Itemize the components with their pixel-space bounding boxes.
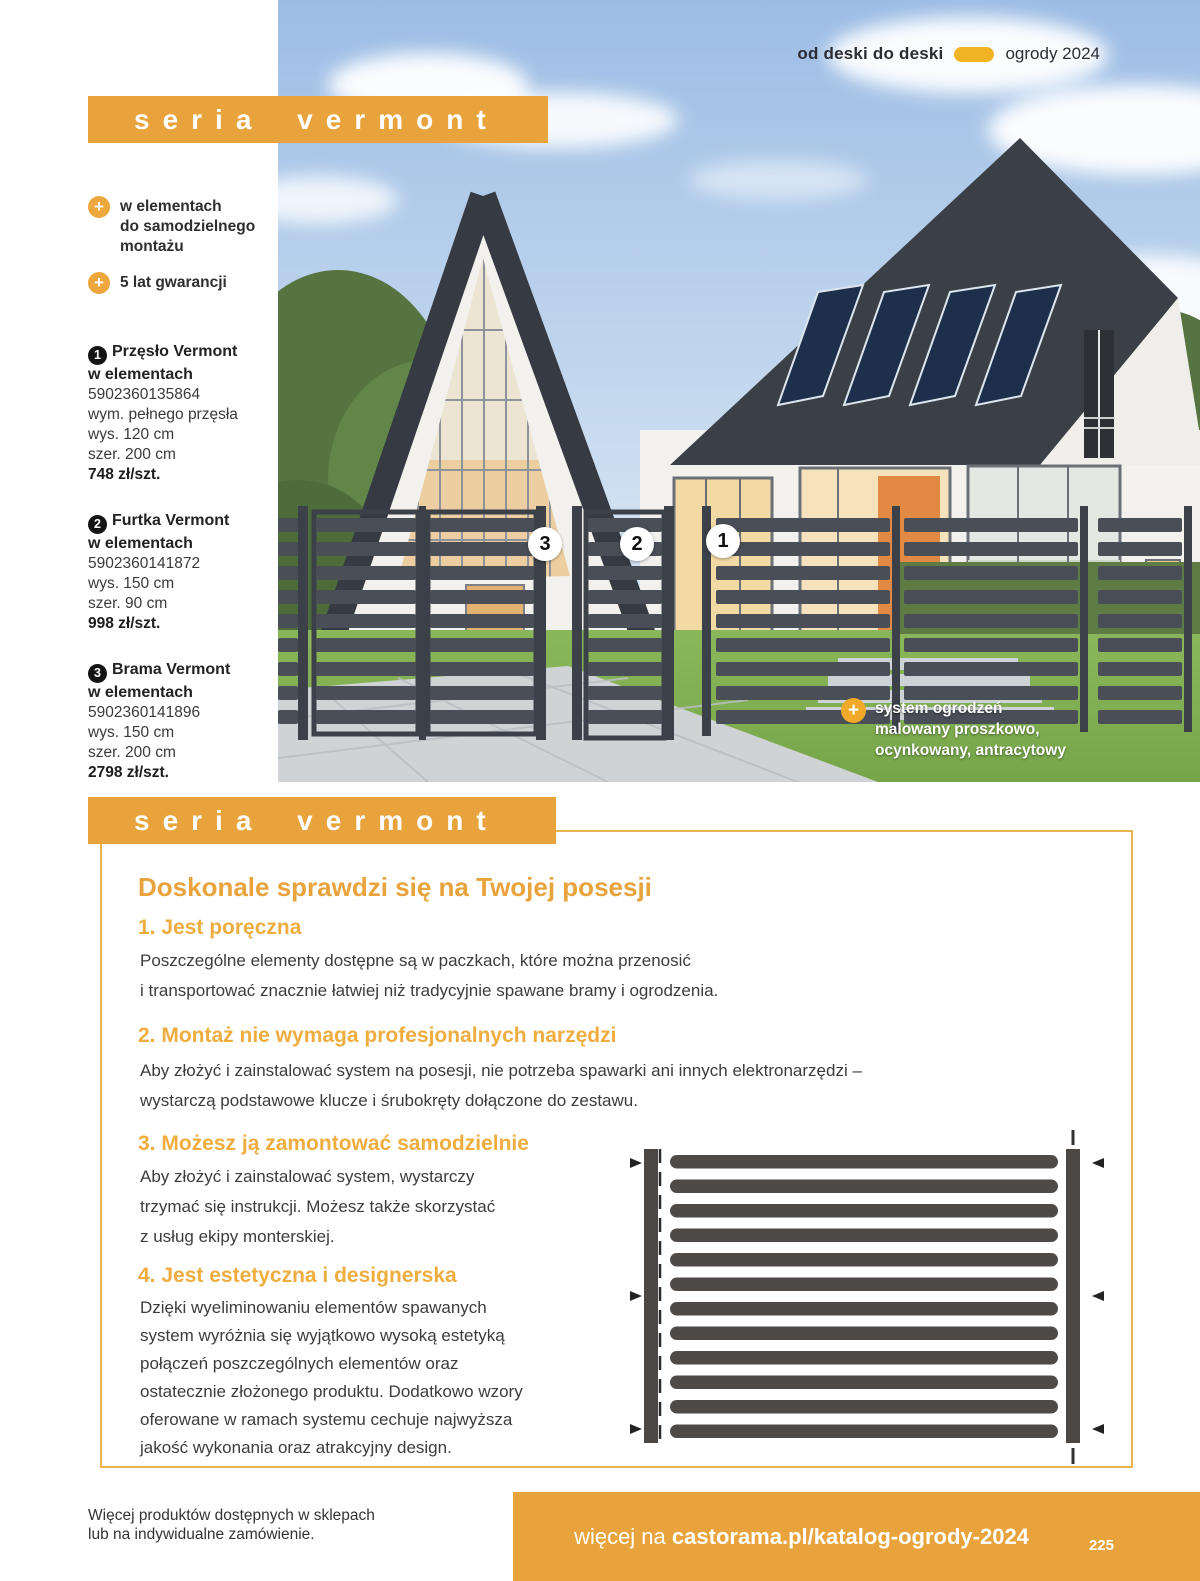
- photo-marker-2: 2: [620, 527, 654, 561]
- feature-line: montażu: [120, 238, 184, 255]
- feature-warranty: [88, 272, 278, 294]
- footer-more-prefix: więcej na: [574, 1523, 672, 1549]
- product-price: 2798 zł/szt.: [88, 763, 169, 781]
- feature-self-assembly: [88, 196, 278, 257]
- section-4-heading: 4. Jest estetyczna i designerska: [138, 1264, 457, 1287]
- section-4-line: system wyróżnia się wyjątkowo wysoką estetyką: [140, 1326, 505, 1345]
- diagram-right-post: [1066, 1149, 1080, 1443]
- tall-window: [1084, 330, 1114, 458]
- section-4-line: Dzięki wyeliminowaniu elementów spawanych: [140, 1298, 487, 1317]
- product-name2: w elementach: [88, 534, 193, 552]
- plus-icon: +: [88, 196, 110, 218]
- section-3-line: z usług ekipy monterskiej.: [140, 1227, 335, 1246]
- section-1-line: i transportować znacznie łatwiej niż tradycyjnie spawane bramy i ogrodzenia.: [140, 981, 719, 1000]
- product-dimension: wys. 120 cm: [88, 425, 175, 443]
- product-przeslo-vermont: [88, 342, 288, 485]
- section-4-line: jakość wykonania oraz atrakcyjny design.: [140, 1438, 452, 1457]
- feature-line: 5 lat gwarancji: [120, 274, 227, 291]
- plus-icon: +: [841, 698, 866, 723]
- product-furtka-vermont: [88, 511, 288, 634]
- feature-line: do samodzielnego: [120, 218, 256, 235]
- product-brama-vermont: [88, 660, 288, 783]
- section-1-heading: 1. Jest poręczna: [138, 916, 302, 939]
- header-dash-icon: [954, 47, 994, 62]
- page-header: [797, 44, 1100, 64]
- diagram-slats: [670, 1155, 1058, 1438]
- footer-note-line: Więcej produktów dostępnych w sklepach: [88, 1507, 375, 1524]
- caption-line: malowany proszkowo,: [875, 721, 1040, 738]
- diagram-arrows: [630, 1158, 1104, 1434]
- page-number: 225: [1088, 1537, 1114, 1554]
- photo-caption: [841, 698, 1066, 761]
- product-dimension: szer. 200 cm: [88, 445, 176, 463]
- product-dimension: wys. 150 cm: [88, 723, 175, 741]
- product-ean: 5902360135864: [88, 385, 201, 403]
- photo-marker-1: 1: [706, 524, 740, 558]
- section-1-line: Poszczególne elementy dostępne są w paczkach, które można przenosić: [140, 951, 691, 970]
- product-name2: w elementach: [88, 365, 193, 383]
- header-catalog-name: ogrody 2024: [1005, 44, 1100, 63]
- product-dimension: wys. 150 cm: [88, 574, 175, 592]
- product-dimension: szer. 90 cm: [88, 594, 168, 612]
- footer-availability-note: [88, 1506, 375, 1544]
- section-4-line: ostatecznie złożonego produktu. Dodatkowo wzory: [140, 1382, 523, 1401]
- section-2-line: Aby złożyć i zainstalować system na posesji, nie potrzeba spawarki ani innych elektronarzędzi –: [140, 1061, 862, 1080]
- section-4-line: oferowane w ramach systemu cechuje najwyższa: [140, 1410, 513, 1429]
- product-number-badge: 3: [88, 664, 107, 683]
- section-4-line: połączeń poszczególnych elementów oraz: [140, 1354, 459, 1373]
- fence-panel-diagram: [630, 1130, 1105, 1465]
- footer-note-line: lub na indywidualne zamówienie.: [88, 1526, 315, 1543]
- section-3-heading: 3. Możesz ją zamontować samodzielnie: [138, 1132, 529, 1155]
- section-2-line: wystarczą podstawowe klucze i śrubokręty dołączone do zestawu.: [140, 1091, 638, 1110]
- product-price: 748 zł/szt.: [88, 465, 161, 483]
- header-series-note: od deski do deski: [797, 44, 944, 63]
- product-number-badge: 1: [88, 346, 107, 365]
- plus-icon: +: [88, 272, 110, 294]
- product-ean: 5902360141896: [88, 703, 201, 721]
- series-banner-bottom: seria vermont: [88, 797, 556, 844]
- product-number-badge: 2: [88, 515, 107, 534]
- section-3-line: Aby złożyć i zainstalować system, wystarczy: [140, 1167, 475, 1186]
- product-name: Przęsło Vermont: [112, 343, 238, 360]
- product-name: Brama Vermont: [112, 661, 231, 678]
- footer-catalog-url: castorama.pl/katalog-ogrody-2024: [671, 1523, 1029, 1549]
- product-dimension: wym. pełnego przęsła: [88, 405, 238, 423]
- product-name: Furtka Vermont: [112, 512, 230, 529]
- product-dimension: szer. 200 cm: [88, 743, 176, 761]
- diagram-left-post: [644, 1149, 658, 1443]
- product-name2: w elementach: [88, 683, 193, 701]
- series-banner-top: seria vermont: [88, 96, 548, 143]
- section-3-line: trzymać się instrukcji. Możesz także skorzystać: [140, 1197, 496, 1216]
- product-ean: 5902360141872: [88, 554, 201, 572]
- info-box-title: Doskonale sprawdzi się na Twojej posesji: [138, 872, 652, 902]
- product-price: 998 zł/szt.: [88, 614, 161, 632]
- photo-marker-3: 3: [528, 527, 562, 561]
- section-2-heading: 2. Montaż nie wymaga profesjonalnych narzędzi: [138, 1024, 617, 1047]
- feature-line: w elementach: [120, 198, 222, 215]
- footer-more-text: [574, 1524, 1029, 1550]
- caption-line: system ogrodzeń: [875, 700, 1003, 717]
- caption-line: ocynkowany, antracytowy: [875, 742, 1066, 759]
